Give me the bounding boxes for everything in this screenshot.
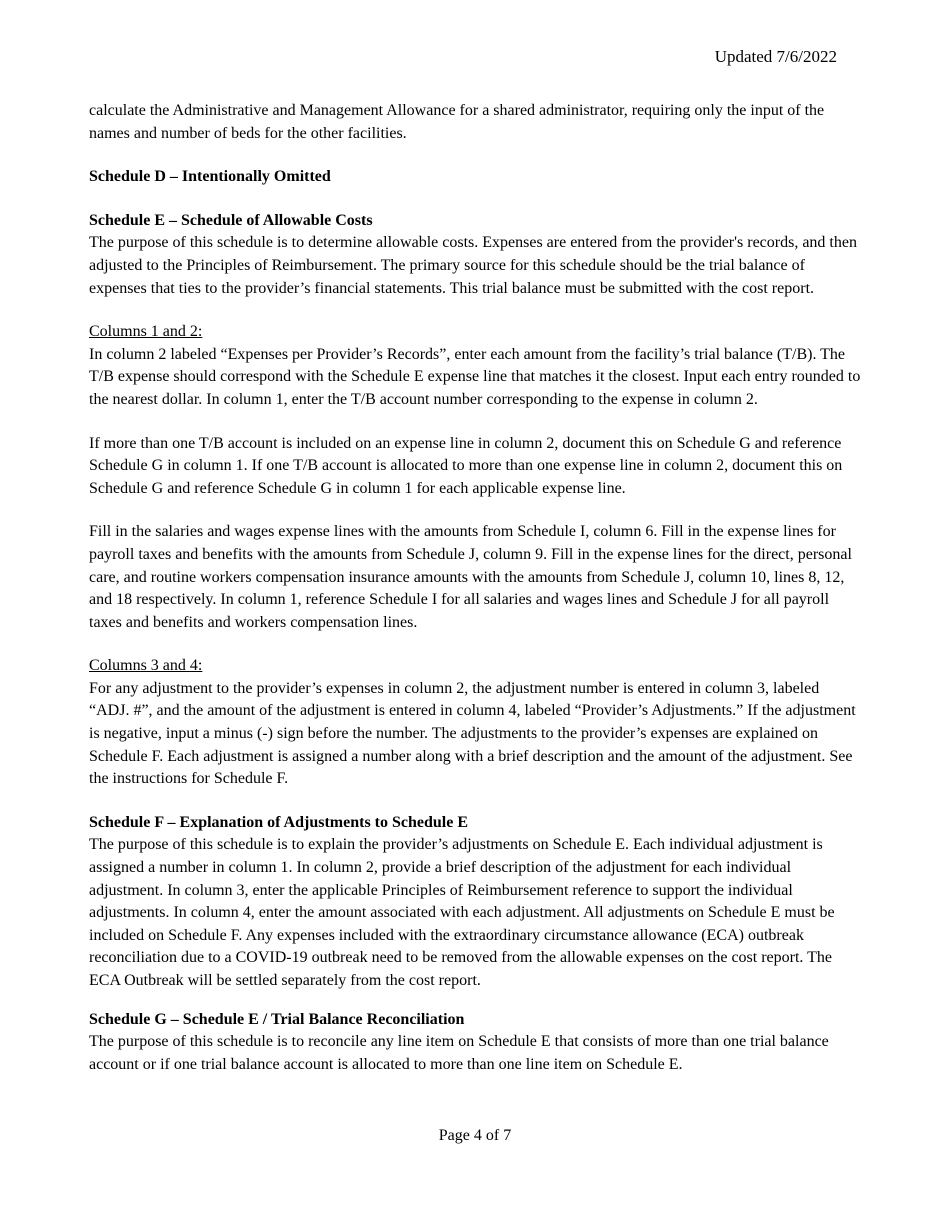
salaries-paragraph: Fill in the salaries and wages expense lines with the amounts from Schedule I, column 6. Fill in the expense lines for payroll taxes and benefits with the amounts from Schedule J, column 9. Fill in the expense lines for the direct, personal care, and routine workers compensation insurance amounts with the amounts from Schedule J, column 10, lines 8, 12, and 18 respectively. In column 1, reference Schedule I for all salaries and wages lines and Schedule J for all payroll taxes and benefits and workers compensation lines. xyxy=(89,523,852,631)
schedule-g-heading: Schedule G – Schedule E / Trial Balance Reconciliation xyxy=(89,1010,465,1028)
schedule-f-heading: Schedule F – Explanation of Adjustments to Schedule E xyxy=(89,813,469,831)
columns-3-4-text: For any adjustment to the provider’s expenses in column 2, the adjustment number is entered in column 3, labeled “ADJ. #”, and the amount of the adjustment is entered in column 4, labeled “Provider’s Adjustments.” If the adjustment is negative, input a minus (-) sign before the number. The adjustments to the provider’s expenses are explained on Schedule F. Each adjustment is assigned a number along with a brief description and the amount of the adjustment. See the instructions for Schedule F. xyxy=(89,679,856,788)
page-number: Page 4 of 7 xyxy=(438,1127,512,1144)
schedule-d-heading: Schedule D – Intentionally Omitted xyxy=(89,168,331,186)
document-body xyxy=(89,100,861,1076)
multiple-tb-paragraph: If more than one T/B account is included on an expense line in column 2, document this on Schedule G and reference Schedule G in column 1. If one T/B account is allocated to more than one expense line in column 2, document this on Schedule G and reference Schedule G in column 1 for each applicable expense line. xyxy=(89,434,843,497)
columns-1-2-label: Columns 1 and 2: xyxy=(89,323,203,341)
updated-date: Updated 7/6/2022 xyxy=(714,47,837,66)
schedule-e-heading: Schedule E – Schedule of Allowable Costs xyxy=(89,211,373,229)
schedule-f-text: The purpose of this schedule is to explain the provider’s adjustments on Schedule E. Each individual adjustment is assigned a number in column 1. In column 2, provide a brief description of the adjustment for each individual adjustment. In column 3, enter the applicable Principles of Reimbursement reference to support the individual adjustments. In column 4, enter the amount associated with each adjustment. All adjustments on Schedule E must be included on Schedule F. Any expenses included with the extraordinary circumstance allowance (ECA) outbreak reconciliation due to a COVID-19 outbreak need to be removed from the allowable expenses on the cost report. The ECA Outbreak will be settled separately from the cost report. xyxy=(89,836,835,989)
schedule-e-purpose: The purpose of this schedule is to determine allowable costs. Expenses are entered from the provider's records, and then adjusted to the Principles of Reimbursement. The primary source for this schedule should be the trial balance of expenses that ties to the provider’s financial statements. This trial balance must be submitted with the cost report. xyxy=(89,234,857,297)
schedule-g-text: The purpose of this schedule is to reconcile any line item on Schedule E that consists of more than one trial balance account or if one trial balance account is allocated to more than one line item on Schedule E. xyxy=(89,1033,829,1073)
columns-1-2-text: In column 2 labeled “Expenses per Provider’s Records”, enter each amount from the facility’s trial balance (T/B). The T/B expense should correspond with the Schedule E expense line that matches it the closest. Input each entry rounded to the nearest dollar. In column 1, enter the T/B account number corresponding to the expense in column 2. xyxy=(89,345,861,408)
continued-paragraph: calculate the Administrative and Management Allowance for a shared administrator, requiring only the input of the names and number of beds for the other facilities. xyxy=(89,102,825,142)
columns-3-4-label: Columns 3 and 4: xyxy=(89,657,203,675)
